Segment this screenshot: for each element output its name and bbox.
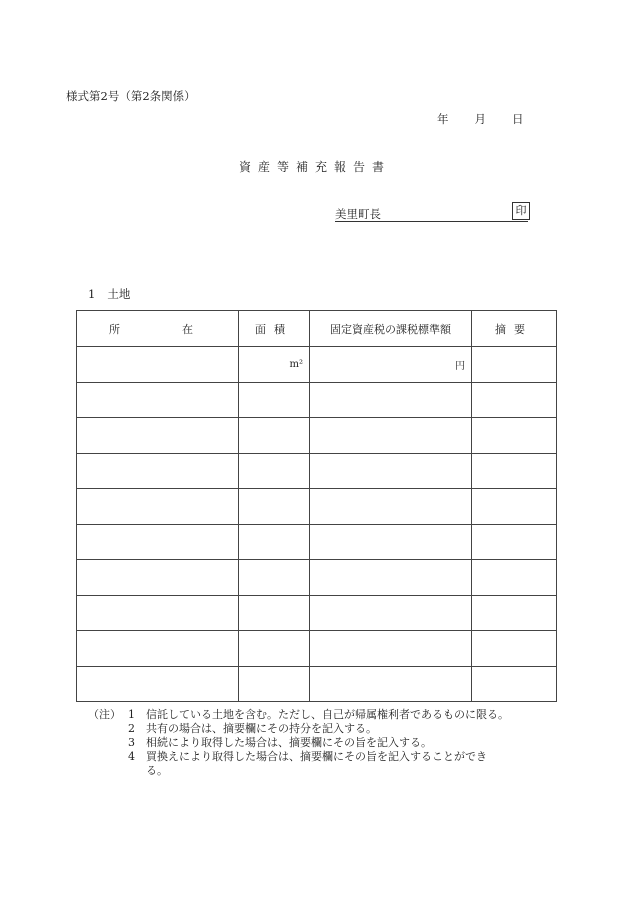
note-text: 信託している土地を含む。ただし、自己が帰属権利者であるものに限る。	[146, 708, 509, 721]
note-item	[128, 750, 487, 764]
note-text: 相続により取得した場合は、摘要欄にその旨を記入する。	[146, 736, 432, 749]
note-number: 2	[128, 722, 135, 735]
table-row	[77, 631, 557, 667]
cell-tax-value[interactable]: 円	[310, 347, 472, 383]
cell-tax-value[interactable]	[310, 418, 472, 454]
cell-area[interactable]: m²	[239, 347, 310, 383]
note-item-continuation	[128, 764, 168, 778]
header-remarks: 摘要	[472, 311, 557, 347]
section-heading	[88, 286, 130, 302]
cell-tax-value[interactable]	[310, 666, 472, 702]
recipient-line	[335, 206, 528, 222]
note-item	[128, 708, 509, 722]
cell-tax-value[interactable]	[310, 489, 472, 525]
header-area: 面積	[239, 311, 310, 347]
table-row	[77, 453, 557, 489]
cell-location[interactable]	[77, 347, 239, 383]
form-number: 様式第2号（第2条関係）	[66, 89, 196, 103]
note-item	[128, 722, 377, 736]
table-row	[77, 595, 557, 631]
cell-remarks[interactable]	[472, 453, 557, 489]
cell-remarks[interactable]	[472, 666, 557, 702]
cell-remarks[interactable]	[472, 382, 557, 418]
table-header-row	[77, 311, 557, 347]
date-line	[437, 111, 524, 127]
cell-area[interactable]	[239, 418, 310, 454]
cell-tax-value[interactable]	[310, 631, 472, 667]
cell-tax-value[interactable]	[310, 453, 472, 489]
cell-remarks[interactable]	[472, 418, 557, 454]
section-number: 1	[88, 287, 96, 301]
cell-area[interactable]	[239, 631, 310, 667]
cell-tax-value[interactable]	[310, 524, 472, 560]
note-number: 4	[128, 750, 135, 763]
note-number: 1	[128, 708, 135, 721]
cell-location[interactable]	[77, 418, 239, 454]
cell-remarks[interactable]	[472, 489, 557, 525]
land-table	[76, 310, 557, 702]
recipient-label: 美里町長	[335, 207, 381, 221]
table-row	[77, 489, 557, 525]
date-day-label: 日	[512, 112, 524, 126]
table-row	[77, 418, 557, 454]
note-text: 買換えにより取得した場合は、摘要欄にその旨を記入することができ	[146, 750, 487, 763]
cell-location[interactable]	[77, 560, 239, 596]
date-year-label: 年	[437, 112, 449, 126]
cell-area[interactable]	[239, 666, 310, 702]
table-row	[77, 382, 557, 418]
date-month-label: 月	[474, 112, 486, 126]
cell-tax-value[interactable]	[310, 595, 472, 631]
cell-location[interactable]	[77, 666, 239, 702]
cell-remarks[interactable]	[472, 347, 557, 383]
cell-area[interactable]	[239, 560, 310, 596]
cell-remarks[interactable]	[472, 560, 557, 596]
cell-location[interactable]	[77, 382, 239, 418]
note-number: 3	[128, 736, 135, 749]
cell-area[interactable]	[239, 524, 310, 560]
header-tax-value: 固定資産税の課税標準額	[310, 311, 472, 347]
cell-location[interactable]	[77, 489, 239, 525]
note-item	[128, 736, 432, 750]
cell-area[interactable]	[239, 595, 310, 631]
cell-tax-value[interactable]	[310, 382, 472, 418]
cell-remarks[interactable]	[472, 631, 557, 667]
note-text: 共有の場合は、摘要欄にその持分を記入する。	[146, 722, 377, 735]
cell-location[interactable]	[77, 595, 239, 631]
cell-location[interactable]	[77, 453, 239, 489]
cell-tax-value[interactable]	[310, 560, 472, 596]
section-label: 土地	[107, 287, 131, 301]
cell-location[interactable]	[77, 524, 239, 560]
cell-area[interactable]	[239, 453, 310, 489]
cell-location[interactable]	[77, 631, 239, 667]
note-text-continuation: る。	[146, 764, 168, 777]
header-location	[77, 311, 239, 347]
table-row	[77, 666, 557, 702]
header-location-right: 在	[182, 322, 193, 336]
document-title: 資産等補充報告書	[238, 160, 391, 174]
table-row	[77, 347, 557, 383]
cell-area[interactable]	[239, 382, 310, 418]
header-location-left: 所	[109, 322, 120, 336]
table-row	[77, 524, 557, 560]
cell-area[interactable]	[239, 489, 310, 525]
cell-remarks[interactable]	[472, 524, 557, 560]
notes-label: （注）	[88, 708, 121, 721]
cell-remarks[interactable]	[472, 595, 557, 631]
table-row	[77, 560, 557, 596]
seal-mark: 印	[512, 202, 530, 220]
